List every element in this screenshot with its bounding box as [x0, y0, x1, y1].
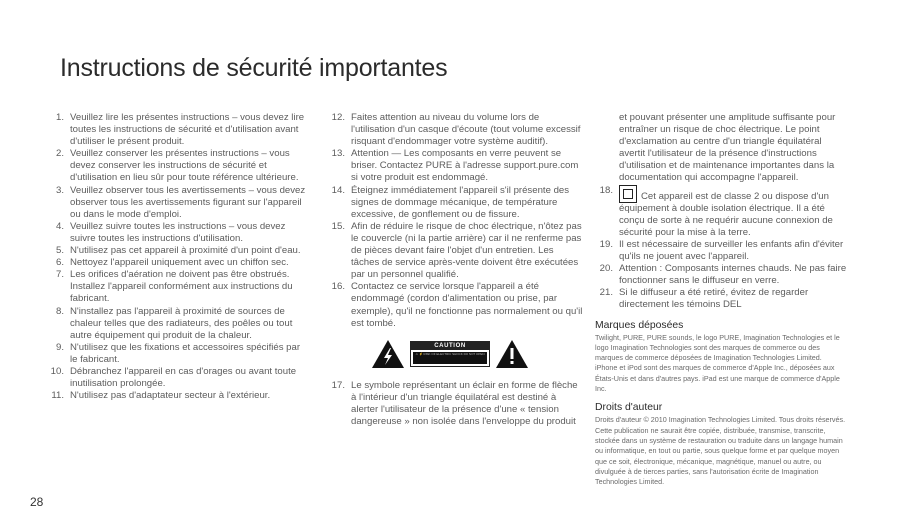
list-item — [327, 281, 583, 329]
item-text: Attention — Les composants en verre peuvent se briser. Contactez PURE à l'adresse support.pure.com si votre produit est endommagé. — [351, 148, 579, 184]
item-text: N'utilisez pas cet appareil à proximité d'un point d'eau. — [70, 245, 301, 257]
safety-list-column-3 — [595, 112, 847, 488]
list-item — [40, 342, 308, 366]
list-item — [595, 287, 847, 311]
safety-list — [327, 112, 583, 330]
item-number: 14. — [331, 184, 345, 196]
list-item — [327, 221, 583, 281]
list-item — [595, 185, 847, 239]
list-item — [40, 112, 308, 148]
item-text: Il est nécessaire de surveiller les enfants afin d'éviter qu'ils ne jouent avec l'appareil. — [619, 238, 844, 263]
item-text: Veuillez suivre toutes les instructions – vous devez suivre toutes les instructions d'utilisation. — [70, 220, 286, 244]
list-item — [40, 306, 308, 342]
list-item — [595, 263, 847, 287]
copyright-paragraph: Droits d'auteur © 2010 Imagination Technologies Limited. Tous droits réservés. Cette publication ne saurait être copiée, distribuée, transmise, transcrite, stockée dans un système de restauration ou traduite dans un langage humain ou informatique, en tout ou partie, sous quelque forme et par quelque moyen que ce soit, électronique, mécanique, magnétique, manuel ou autre, ou divulguée à de tierces parties, sans l'autorisation écrite de Imagination Technologies Limited. — [595, 415, 846, 487]
safety-list — [595, 185, 847, 312]
item-text: N'utilisez que les fixations et accessoires spécifiés par le fabricant. — [70, 341, 301, 365]
safety-list-column-2 — [327, 112, 583, 428]
item-text: Veuillez conserver les présentes instructions – vous devez conserver les instructions de sécurité et d'utilisation en lieu sûr pour toute référence ultérieure. — [70, 148, 299, 184]
item-text: Nettoyez l'appareil uniquement avec un chiffon sec. — [70, 257, 289, 269]
item-number: 16. — [331, 281, 345, 293]
list-item — [40, 366, 308, 390]
item-number: 15. — [331, 220, 345, 232]
double-insulation-icon — [619, 185, 637, 203]
item-number: 9. — [55, 341, 64, 353]
list-item — [327, 112, 583, 148]
warning-symbols-figure — [371, 336, 529, 372]
safety-list — [40, 112, 308, 402]
item-number: 18. — [599, 184, 613, 196]
list-item — [40, 269, 308, 305]
trademarks-paragraph: Twilight, PURE, PURE sounds, le logo PURE, Imagination Technologies et le logo Imagination Technologies sont des marques de commerce ou des marques de commerce déposées de Imagination Technologies Limited. — [595, 332, 840, 363]
list-item — [40, 245, 308, 257]
item-text: Cet appareil est de classe 2 ou dispose d'un équipement à double isolation électrique. Il a été conçu de sorte à ne requérir aucune connexion de sécurité pour la mise à la terre. — [619, 190, 833, 238]
trademarks-paragraph: iPhone et iPod sont des marques de commerce d'Apple Inc., déposées aux États-Unis et dans d'autres pays. iPad est une marque de commerce d'Apple Inc. — [595, 363, 840, 394]
exclamation-warning-icon — [495, 339, 529, 369]
item-text: Veuillez lire les présentes instructions – vous devez lire toutes les instructions de sécurité et d'utilisation avant d'utiliser le présent produit. — [70, 112, 305, 148]
item-number: 5. — [55, 245, 64, 257]
lightning-warning-icon — [371, 339, 405, 369]
item-text: Contactez ce service lorsque l'appareil a été endommagé (cordon d'alimentation ou prise, par exemple), qu'il ne fonctionne pas normalement ou qu'il est tombé. — [351, 281, 583, 329]
item-number: 13. — [331, 148, 345, 160]
list-item — [327, 185, 583, 221]
trademarks-heading: Marques déposées — [595, 319, 684, 331]
item-text: Les orifices d'aération ne doivent pas être obstrués. Installez l'appareil conformément aux instructions du fabricant. — [70, 269, 293, 305]
item-17-continuation: et pouvant présenter une amplitude suffisante pour entraîner un risque de choc électrique. Le point d'exclamation au centre d'un triangle équilatéral avertit l'utilisateur de la présence d'instructions d'utilisation et de maintenance importantes dans la documentation qui accompagne l'appareil. — [619, 112, 836, 184]
item-text: Veuillez observer tous les avertissements – vous devez observer tous les avertissements figurant sur l'appareil ou dans le mode d'emploi. — [70, 184, 306, 220]
caution-label-fine-print: ⚠ ⚡ RISK OF ELECTRIC SHOCK DO NOT OPEN — [413, 352, 487, 364]
list-item — [327, 380, 583, 428]
item-number: 7. — [55, 269, 64, 281]
list-item — [40, 390, 308, 402]
page-number: 28 — [30, 495, 44, 509]
list-item — [595, 239, 847, 263]
copyright-heading: Droits d'auteur — [595, 402, 663, 414]
item-number: 4. — [55, 220, 64, 232]
item-text: Afin de réduire le risque de choc électrique, n'ôtez pas le couvercle (ni la partie arrière) car il ne renferme pas de pièces devant faire l'objet d'un entretien. Les tâches de service après-vente doivent être exécutées par un personnel qualifié. — [351, 220, 582, 281]
item-number: 2. — [55, 148, 64, 160]
item-text: Éteignez immédiatement l'appareil s'il présente des signes de dommage mécanique, de température excessive, de gonflement ou de fissure. — [351, 184, 570, 220]
item-text: Si le diffuseur a été retiré, évitez de regarder directement les témoins DEL — [619, 287, 809, 311]
page-title: Instructions de sécurité importantes — [60, 54, 448, 82]
item-number: 10. — [50, 365, 64, 377]
item-number: 21. — [599, 287, 613, 299]
item-text: N'utilisez pas d'adaptateur secteur à l'extérieur. — [70, 390, 271, 402]
list-item — [40, 221, 308, 245]
list-item — [40, 185, 308, 221]
list-item — [327, 148, 583, 184]
item-number: 19. — [599, 238, 613, 250]
item-text: Débranchez l'appareil en cas d'orages ou avant toute inutilisation prolongée. — [70, 365, 297, 390]
item-number: 17. — [331, 379, 345, 391]
caution-label — [410, 341, 490, 367]
item-text: Attention : Composants internes chauds. Ne pas faire fonctionner sans le diffuseur en verre. — [619, 263, 847, 287]
safety-list — [327, 380, 583, 428]
list-item — [40, 257, 308, 269]
item-number: 1. — [55, 112, 64, 123]
item-number: 8. — [55, 305, 64, 317]
item-text: Faites attention au niveau du volume lors de l'utilisation d'un casque d'écoute (tout volume excessif risquant d'endommager votre système auditif). — [351, 112, 581, 148]
item-text: Le symbole représentant un éclair en forme de flèche à l'intérieur d'un triangle équilatéral est destiné à alerter l'utilisateur de la présence d'une « tension dangereuse » non isolée dans l'enveloppe du produit — [351, 379, 578, 427]
item-number: 12. — [331, 112, 345, 123]
list-item — [40, 148, 308, 184]
item-text-with-icon — [619, 185, 847, 239]
item-number: 11. — [51, 390, 64, 402]
item-number: 3. — [55, 184, 64, 196]
item-text: N'installez pas l'appareil à proximité de sources de chaleur telles que des radiateurs, des poêles ou tout autre équipement qui produit de la chaleur. — [70, 305, 293, 341]
caution-label-title: CAUTION — [411, 342, 489, 350]
item-number: 20. — [599, 263, 613, 275]
safety-list-column-1 — [40, 112, 308, 402]
item-number: 6. — [55, 257, 64, 269]
